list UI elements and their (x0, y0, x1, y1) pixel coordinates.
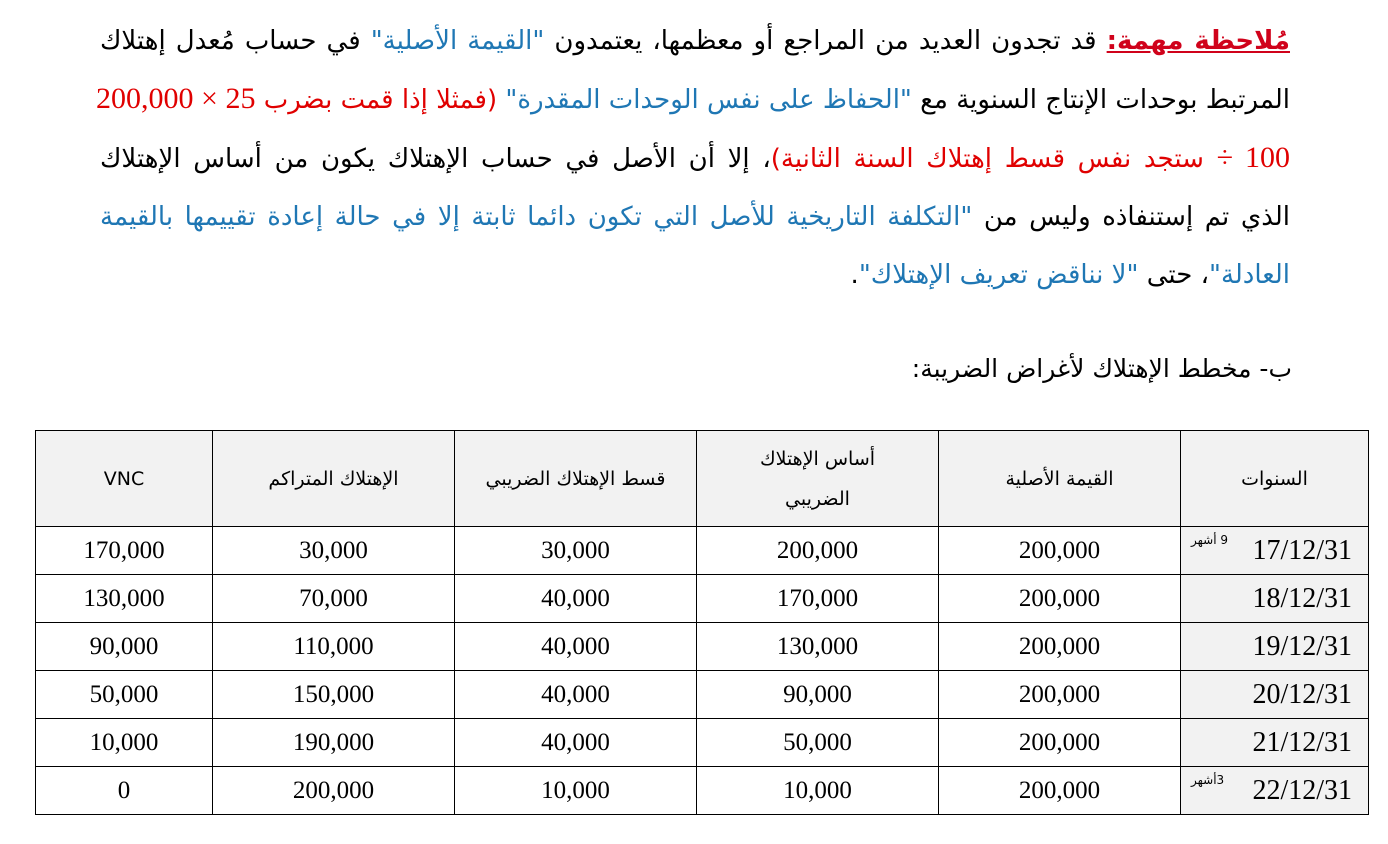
header-tax-basis-line1: أساس الإهتلاك (759, 447, 876, 470)
cell-original-value: 200,000 (939, 719, 1181, 767)
cell-vnc: 10,000 (36, 719, 213, 767)
year-value: 17/12/31 (1252, 535, 1352, 566)
cell-tax-basis: 200,000 (697, 527, 939, 575)
note-text: في حساب مُعدل إهتلاك (100, 26, 371, 56)
year-value: 20/12/31 (1252, 679, 1352, 710)
cell-original-value: 200,000 (939, 671, 1181, 719)
year-note: 9 أشهر (1191, 533, 1228, 547)
cell-accumulated: 110,000 (213, 623, 455, 671)
table-header-row (36, 431, 1369, 527)
note-text: ، حتى (1138, 260, 1209, 290)
cell-tax-installment: 40,000 (455, 671, 697, 719)
header-original-value: القيمة الأصلية (939, 431, 1181, 527)
cell-original-value: 200,000 (939, 575, 1181, 623)
note-example-number: 200,000 × 25 (96, 82, 256, 115)
cell-tax-installment: 30,000 (455, 527, 697, 575)
important-note (96, 12, 1291, 304)
cell-vnc: 0 (36, 767, 213, 815)
table-row (36, 527, 1369, 575)
cell-tax-installment: 40,000 (455, 575, 697, 623)
note-text: الذي تم إستنفاذه وليس من (972, 202, 1291, 232)
cell-vnc: 130,000 (36, 575, 213, 623)
table-row (36, 575, 1369, 623)
note-line-2 (96, 70, 1290, 129)
year-value: 18/12/31 (1252, 583, 1352, 614)
note-text: ، إلا أن الأصل في حساب الإهتلاك يكون من أساس الإهتلاك (100, 144, 771, 174)
cell-tax-basis: 170,000 (697, 575, 939, 623)
note-line-5 (100, 246, 1290, 304)
note-label: مُلاحظة مهمة: (1106, 26, 1290, 56)
note-line-3 (100, 129, 1290, 188)
year-value: 21/12/31 (1252, 727, 1352, 758)
cell-year (1181, 671, 1369, 719)
header-accumulated: الإهتلاك المتراكم (213, 431, 455, 527)
cell-year (1181, 527, 1369, 575)
cell-accumulated: 200,000 (213, 767, 455, 815)
section-heading: ب- مخطط الإهتلاك لأغراض الضريبة: (911, 354, 1292, 383)
tax-depreciation-table (35, 430, 1369, 815)
note-example-text: (فمثلا إذا قمت بضرب (255, 85, 506, 115)
cell-vnc: 170,000 (36, 527, 213, 575)
cell-tax-basis: 90,000 (697, 671, 939, 719)
note-quote-same-units: "الحفاظ على نفس الوحدات المقدرة" (505, 85, 912, 115)
year-value: 19/12/31 (1252, 631, 1352, 662)
cell-vnc: 50,000 (36, 671, 213, 719)
header-years: السنوات (1181, 431, 1369, 527)
year-note: 3أشهر (1191, 773, 1225, 787)
cell-accumulated: 150,000 (213, 671, 455, 719)
cell-tax-installment: 40,000 (455, 623, 697, 671)
cell-tax-basis: 50,000 (697, 719, 939, 767)
cell-year (1181, 623, 1369, 671)
cell-accumulated: 190,000 (213, 719, 455, 767)
cell-original-value: 200,000 (939, 623, 1181, 671)
cell-year (1181, 719, 1369, 767)
note-line-1 (100, 12, 1290, 70)
header-vnc: VNC (36, 431, 213, 527)
header-tax-basis-line2: الضريبي (785, 487, 850, 510)
note-text: قد تجدون العديد من المراجع أو معظمها، يعتمدون (544, 26, 1107, 56)
note-quote-original-value: "القيمة الأصلية" (370, 26, 545, 56)
note-example-number: ÷ 100 (1216, 141, 1291, 174)
cell-tax-basis: 130,000 (697, 623, 939, 671)
cell-year (1181, 575, 1369, 623)
table-row (36, 767, 1369, 815)
table-row (36, 623, 1369, 671)
cell-tax-installment: 40,000 (455, 719, 697, 767)
cell-vnc: 90,000 (36, 623, 213, 671)
note-quote-fair-value: العادلة" (1208, 260, 1290, 290)
note-quote-historical-cost: "التكلفة التاريخية للأصل التي تكون دائما ثابتة إلا في حالة إعادة تقييمها بالقيمة (100, 202, 973, 232)
cell-tax-installment: 10,000 (455, 767, 697, 815)
table-row (36, 719, 1369, 767)
cell-tax-basis: 10,000 (697, 767, 939, 815)
cell-accumulated: 30,000 (213, 527, 455, 575)
note-quote-definition: "لا نناقض تعريف الإهتلاك" (858, 260, 1139, 290)
header-tax-installment: قسط الإهتلاك الضريبي (455, 431, 697, 527)
cell-accumulated: 70,000 (213, 575, 455, 623)
note-example-text: ستجد نفس قسط إهتلاك السنة الثانية) (770, 144, 1217, 174)
cell-year (1181, 767, 1369, 815)
note-text: المرتبط بوحدات الإنتاج السنوية مع (911, 85, 1290, 115)
note-line-4 (100, 188, 1290, 246)
header-tax-basis (697, 431, 939, 527)
year-value: 22/12/31 (1252, 775, 1352, 806)
note-period: . (850, 260, 859, 290)
cell-original-value: 200,000 (939, 527, 1181, 575)
cell-original-value: 200,000 (939, 767, 1181, 815)
table-row (36, 671, 1369, 719)
